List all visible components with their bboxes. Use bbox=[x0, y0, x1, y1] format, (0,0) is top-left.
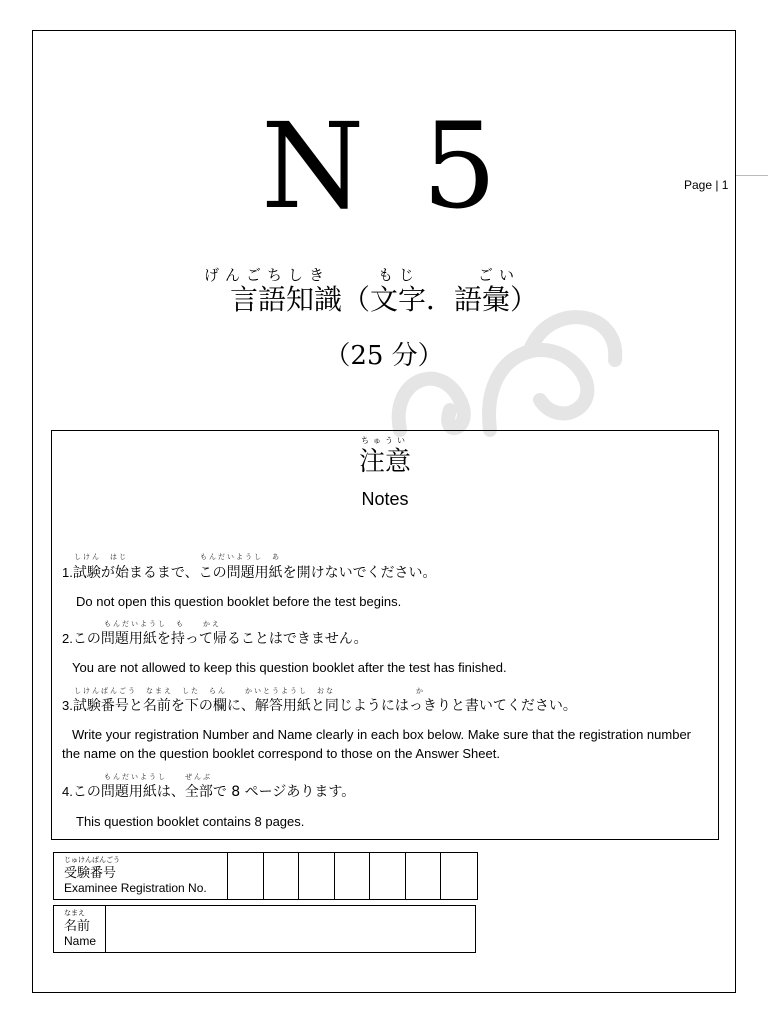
note-3-jp bbox=[62, 695, 577, 715]
name-label-en: Name bbox=[64, 934, 97, 948]
name-ruby: なまえ bbox=[64, 909, 85, 917]
name-label-jp: 名前 bbox=[64, 919, 91, 934]
note-1-number: 1. bbox=[62, 565, 73, 580]
note-1-en: Do not open this question booklet before the test begins. bbox=[76, 594, 402, 609]
note-4-text: この問題用紙は、全部で 8 ページあります。 bbox=[72, 784, 356, 800]
name-label bbox=[54, 906, 106, 952]
note-2-number: 2. bbox=[62, 631, 73, 646]
note-1-ruby: しけん はじ もんだいようし あ bbox=[74, 553, 281, 561]
note-4-ruby: もんだいようし ぜんぶ bbox=[104, 773, 212, 781]
note-2-text: この問題用紙を持って帰ることはできません。 bbox=[72, 631, 368, 647]
notes-heading-en: Notes bbox=[361, 489, 409, 509]
notes-box bbox=[51, 430, 719, 840]
notes-heading-jp: 注意 bbox=[358, 447, 411, 477]
note-4-jp bbox=[62, 781, 355, 801]
registration-ruby: じゅけんばんごう bbox=[64, 856, 120, 864]
registration-digit-cell[interactable] bbox=[370, 853, 406, 899]
registration-label-en: Examinee Registration No. bbox=[64, 881, 207, 895]
level-title: N 5 bbox=[261, 97, 507, 235]
note-2-en: You are not allowed to keep this question booklet after the test has finished. bbox=[72, 660, 507, 675]
registration-digit-cell[interactable] bbox=[441, 853, 477, 899]
note-4-number: 4. bbox=[62, 784, 73, 799]
name-box bbox=[53, 905, 476, 953]
registration-digit-cell[interactable] bbox=[264, 853, 300, 899]
ruby-goi: ごい bbox=[478, 266, 521, 284]
note-3-ruby: しけんばんごう なまえ した らん かいとうようし おな か bbox=[74, 687, 425, 695]
note-1-jp bbox=[62, 562, 437, 582]
registration-digit-cell[interactable] bbox=[406, 853, 442, 899]
note-2-jp bbox=[62, 628, 368, 648]
page-number-label: Page | 1 bbox=[684, 178, 729, 192]
registration-digit-cell[interactable] bbox=[335, 853, 371, 899]
note-3-en: Write your registration Number and Name clearly in each box below. Make sure that the registration number the name on the question booklet correspond to those on the Answer Sheet. bbox=[62, 727, 691, 761]
registration-label-jp: 受験番号 bbox=[64, 866, 117, 881]
name-field[interactable] bbox=[106, 906, 475, 952]
ruby-gengo-chishiki: げんごちしき bbox=[204, 266, 331, 284]
subject-title: 言語知識（文字．語彙） bbox=[229, 283, 538, 316]
registration-digit-cell[interactable] bbox=[228, 853, 264, 899]
note-1-text: 試験が始まるまで、この問題用紙を開けないでください。 bbox=[72, 565, 437, 581]
registration-label bbox=[54, 853, 228, 899]
note-3-text: 試験番号と名前を下の欄に、解答用紙と同じようにはっきりと書いてください。 bbox=[72, 698, 577, 714]
registration-digit-cell[interactable] bbox=[299, 853, 335, 899]
test-duration: （25 分） bbox=[324, 341, 444, 371]
ruby-moji: もじ bbox=[378, 266, 421, 284]
note-4-en: This question booklet contains 8 pages. bbox=[76, 814, 305, 829]
notes-ruby: ちゅうい bbox=[361, 436, 409, 445]
note-2-ruby: もんだいようし も かえ bbox=[104, 620, 221, 628]
registration-number-box bbox=[53, 852, 478, 900]
note-3-number: 3. bbox=[62, 698, 73, 713]
